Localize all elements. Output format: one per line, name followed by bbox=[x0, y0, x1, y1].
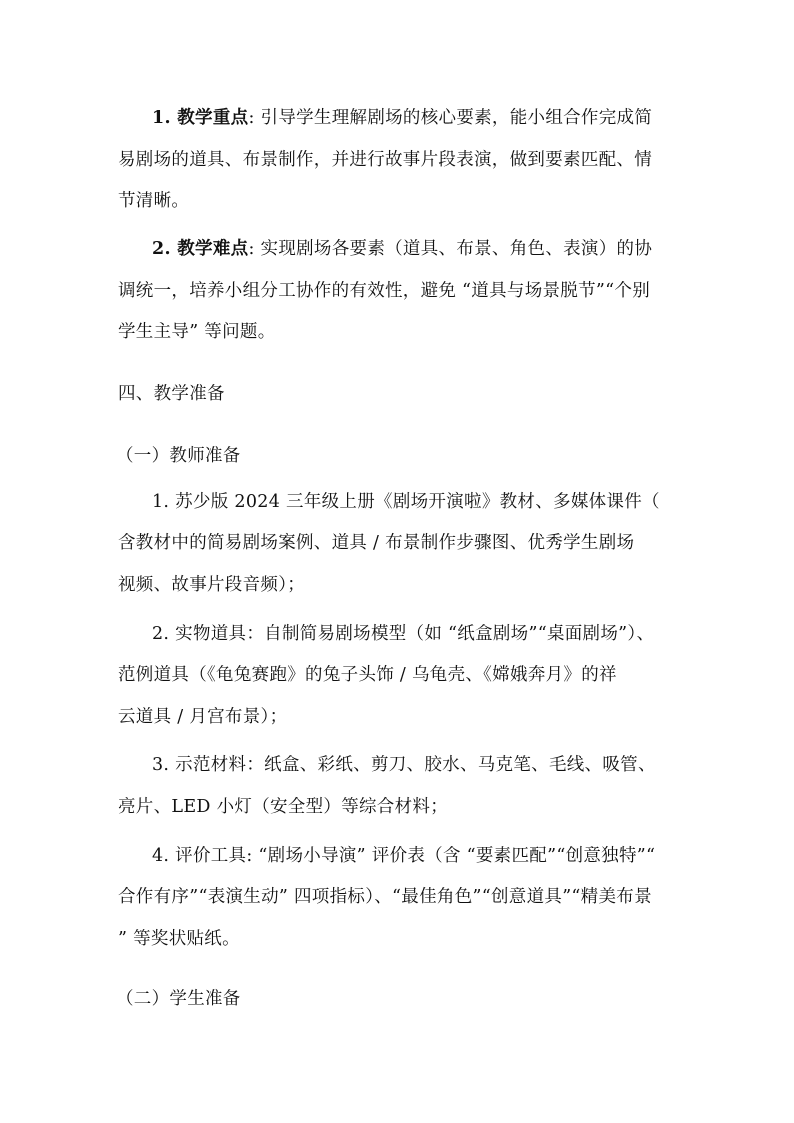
paragraph-line: 调统一，培养小组分工协作的有效性，避免 “道具与场景脱节”“个别 bbox=[118, 281, 650, 301]
subsection-heading: （一）教师准备 bbox=[116, 446, 241, 466]
paragraph-line: 2. 实物道具：自制简易剧场模型（如 “纸盒剧场”“桌面剧场”）、 bbox=[152, 624, 655, 644]
paragraph-line: 学生主导” 等问题。 bbox=[118, 322, 276, 342]
paragraph-line: 4. 评价工具: “剧场小导演” 评价表（含 “要素匹配”“创意独特”“ bbox=[152, 846, 656, 866]
paragraph-line: 易剧场的道具、布景制作，并进行故事片段表演，做到要素匹配、情 bbox=[118, 150, 652, 170]
paragraph-line: 合作有序”“表演生动” 四项指标）、“最佳角色”“创意道具”“精美布景 bbox=[118, 887, 652, 907]
paragraph-line: 亮片、LED 小灯（安全型）等综合材料； bbox=[118, 797, 448, 817]
subsection-heading: （二）学生准备 bbox=[116, 989, 241, 1009]
teaching-difficulty-label: 2. 教学难点 bbox=[152, 239, 249, 259]
paragraph-line: 范例道具（《龟兔赛跑》的兔子头饰 / 乌龟壳、《嫦娥奔月》的祥 bbox=[118, 665, 617, 685]
paragraph-line: 含教材中的简易剧场案例、道具 / 布景制作步骤图、优秀学生剧场 bbox=[118, 533, 635, 553]
paragraph-line: 1. 教学重点: 引导学生理解剧场的核心要素，能小组合作完成简 bbox=[152, 108, 653, 128]
paragraph-line: 视频、故事片段音频）； bbox=[118, 575, 306, 595]
section-heading: 四、教学准备 bbox=[118, 384, 225, 404]
paragraph-line: 2. 教学难点: 实现剧场各要素（道具、布景、角色、表演）的协 bbox=[152, 239, 653, 259]
paragraph-line: 云道具 / 月宫布景）； bbox=[118, 707, 288, 727]
teaching-focus-label: 1. 教学重点 bbox=[152, 108, 249, 128]
paragraph-line: 节清晰。 bbox=[118, 191, 190, 211]
paragraph-line: ” 等奖状贴纸。 bbox=[118, 929, 240, 949]
paragraph-line: 3. 示范材料：纸盒、彩纸、剪刀、胶水、马克笔、毛线、吸管、 bbox=[152, 755, 656, 775]
paragraph-line: 1. 苏少版 2024 三年级上册《剧场开演啦》教材、多媒体课件（ bbox=[152, 492, 660, 512]
